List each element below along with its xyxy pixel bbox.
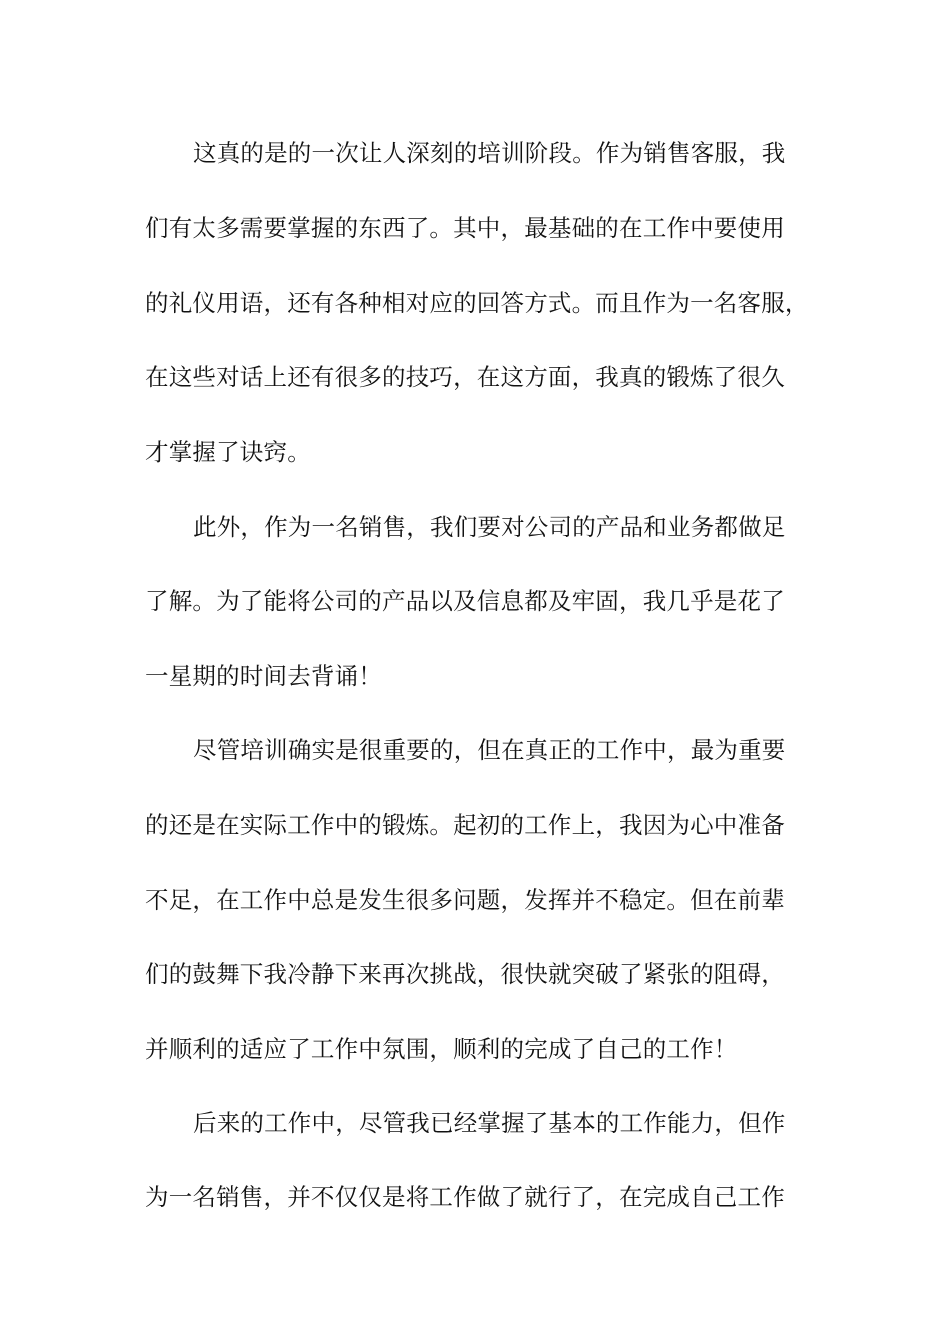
paragraph-2-line-3: 一星期的时间去背诵！ xyxy=(145,662,382,690)
paragraph-3-line-4: 们的鼓舞下我冷静下来再次挑战，很快就突破了紧张的阻碍， xyxy=(145,960,785,988)
paragraph-1-line-1: 这真的是的一次让人深刻的培训阶段。作为销售客服，我 xyxy=(193,139,786,167)
paragraph-1-line-3: 的礼仪用语，还有各种相对应的回答方式。而且作为一名客服， xyxy=(145,289,809,317)
paragraph-1-line-4: 在这些对话上还有很多的技巧，在这方面，我真的锻炼了很久 xyxy=(145,363,785,391)
paragraph-3-line-5: 并顺利的适应了工作中氛围，顺利的完成了自己的工作！ xyxy=(145,1035,738,1063)
paragraph-1-line-2: 们有太多需要掌握的东西了。其中，最基础的在工作中要使用 xyxy=(145,214,785,242)
paragraph-2-line-1: 此外，作为一名销售，我们要对公司的产品和业务都做足 xyxy=(193,513,786,541)
paragraph-2-line-2: 了解。为了能将公司的产品以及信息都及牢固，我几乎是花了 xyxy=(145,587,785,615)
paragraph-4-line-2: 为一名销售，并不仅仅是将工作做了就行了，在完成自己工作 xyxy=(145,1183,785,1211)
paragraph-3-line-1: 尽管培训确实是很重要的，但在真正的工作中，最为重要 xyxy=(193,736,786,764)
paragraph-3-line-2: 的还是在实际工作中的锻炼。起初的工作上，我因为心中准备 xyxy=(145,811,785,839)
paragraph-4-line-1: 后来的工作中，尽管我已经掌握了基本的工作能力，但作 xyxy=(193,1109,786,1137)
paragraph-3-line-3: 不足，在工作中总是发生很多问题，发挥并不稳定。但在前辈 xyxy=(145,886,785,914)
paragraph-1-line-5: 才掌握了诀窍。 xyxy=(145,438,311,466)
